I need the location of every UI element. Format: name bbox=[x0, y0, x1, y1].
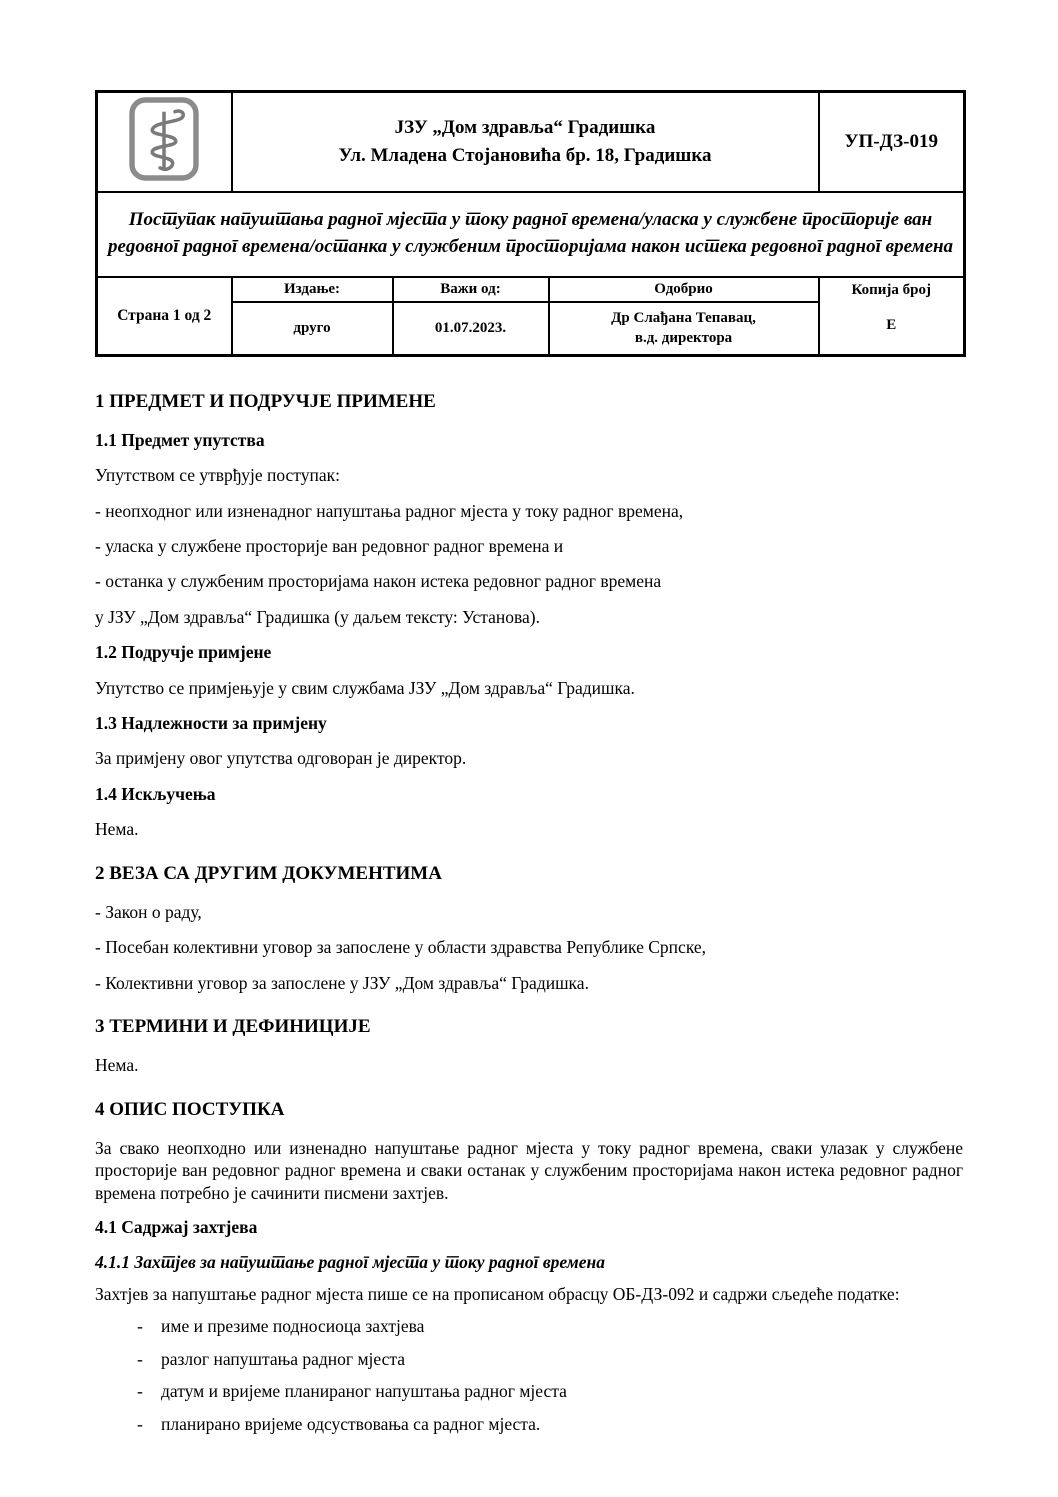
subsection-heading: 1.3 Надлежности за примјену bbox=[95, 712, 327, 733]
section-heading: 1 ПРЕДМЕТ И ПОДРУЧЈЕ ПРИМЕНЕ bbox=[95, 390, 436, 412]
subsection-heading: 1.4 Искључења bbox=[95, 783, 216, 804]
valid-from-value: 01.07.2023. bbox=[393, 302, 549, 355]
subsection-heading: 4.1 Садржај захтјева bbox=[95, 1217, 258, 1238]
list-item-text: планирано вријеме одсуствовања са радног мјеста. bbox=[161, 1413, 541, 1434]
paragraph: За примјену овог упутства одговоран је директор. bbox=[95, 748, 467, 769]
header-row-org bbox=[97, 92, 965, 192]
list-item-text: разлог напуштања радног мјеста bbox=[161, 1348, 406, 1369]
document-title: Поступак напуштања радног мјеста у току радног времена/уласка у службене просторије ван редовног радног времена/останка у службеним просторијама након истека редовног радног времена bbox=[97, 192, 965, 277]
subsubsection-heading: 4.1.1 Захтјев за напуштање радног мјеста у току радног времена bbox=[95, 1251, 605, 1272]
dash-paragraph: - уласка у службене просторије ван редовног радног времена и bbox=[95, 535, 564, 556]
list-item bbox=[137, 1380, 963, 1402]
paragraph: Захтјев за напуштање радног мјеста пише се на прописаном обрасцу ОБ-ДЗ-092 и садржи сљедеће податке: bbox=[95, 1283, 900, 1304]
document-header-table bbox=[95, 90, 966, 357]
organization-line1: ЈЗУ „Дом здравља“ Градишка bbox=[394, 117, 656, 139]
paragraph: Нема. bbox=[95, 1055, 139, 1076]
edition-value: друго bbox=[232, 302, 393, 355]
list-marker: - bbox=[137, 1381, 143, 1402]
header-row-meta-labels bbox=[97, 277, 965, 303]
organization-name bbox=[232, 92, 819, 192]
list-item-text: име и презиме подносиоца захтјева bbox=[161, 1316, 425, 1337]
valid-from-label: Важи од: bbox=[393, 277, 549, 303]
subsection-heading: 1.2 Подручје примјене bbox=[95, 642, 272, 663]
subsection-heading: 1.1 Предмет упутства bbox=[95, 429, 265, 450]
list-marker: - bbox=[137, 1316, 143, 1337]
document-body bbox=[95, 390, 963, 1435]
rod-of-asclepius-icon bbox=[125, 96, 203, 182]
dash-paragraph: - останка у службеним просторијама након истека редовног радног времена bbox=[95, 571, 662, 592]
section-heading: 2 ВЕЗА СА ДРУГИМ ДОКУМЕНТИМА bbox=[95, 862, 442, 884]
paragraph: Нема. bbox=[95, 819, 139, 840]
approved-by-line1: Др Слађана Тепавац, bbox=[611, 310, 756, 327]
copy-number-value: Е bbox=[886, 316, 897, 333]
paragraph: За свако неопходно или изненадно напуштање радног мјеста у току радног времена, сваки улазак у службене просторије ван редовног радног времена и сваки останак у службеним просторијама након истека редовног радног времена потребно је сачинити писмени захтјев. bbox=[95, 1138, 963, 1203]
page-number-label: Страна 1 од 2 bbox=[97, 277, 232, 356]
logo-cell bbox=[97, 92, 232, 192]
list-item bbox=[137, 1315, 963, 1337]
section-heading: 3 ТЕРМИНИ И ДЕФИНИЦИЈЕ bbox=[95, 1015, 371, 1037]
list-item-text: датум и вријеме планираног напуштања радног мјеста bbox=[161, 1381, 567, 1402]
dash-paragraph: - Колективни уговор за запослене у ЈЗУ „Дом здравља“ Градишка. bbox=[95, 972, 589, 993]
section-heading: 4 ОПИС ПОСТУПКА bbox=[95, 1098, 285, 1120]
paragraph: у ЈЗУ „Дом здравља“ Градишка (у даљем тексту: Установа). bbox=[95, 606, 540, 627]
list-marker: - bbox=[137, 1348, 143, 1369]
paragraph: Упутство се примјењује у свим службама ЈЗУ „Дом здравља“ Градишка. bbox=[95, 677, 635, 698]
header-row-title bbox=[97, 192, 965, 277]
list-item bbox=[137, 1413, 963, 1435]
copy-number-label: Копија број bbox=[851, 281, 932, 298]
list-marker: - bbox=[137, 1413, 143, 1434]
copy-number-cell bbox=[819, 277, 965, 356]
organization-line2: Ул. Младена Стојановића бр. 18, Градишка bbox=[338, 144, 712, 166]
dash-paragraph: - неопходног или изненадног напуштања радног мјеста у току радног времена, bbox=[95, 500, 684, 521]
paragraph: Упутством се утврђује поступак: bbox=[95, 465, 340, 486]
list-item bbox=[137, 1348, 963, 1370]
approved-by-value bbox=[549, 302, 819, 355]
dash-paragraph: - Закон о раду, bbox=[95, 901, 202, 922]
approved-by-label: Одобрио bbox=[549, 277, 819, 303]
approved-by-line2: в.д. директора bbox=[634, 330, 733, 347]
edition-label: Издање: bbox=[232, 277, 393, 303]
document-code: УП-ДЗ-019 bbox=[819, 92, 965, 192]
dash-paragraph: - Посебан колективни уговор за запослене у области здравства Републике Српске, bbox=[95, 937, 707, 958]
